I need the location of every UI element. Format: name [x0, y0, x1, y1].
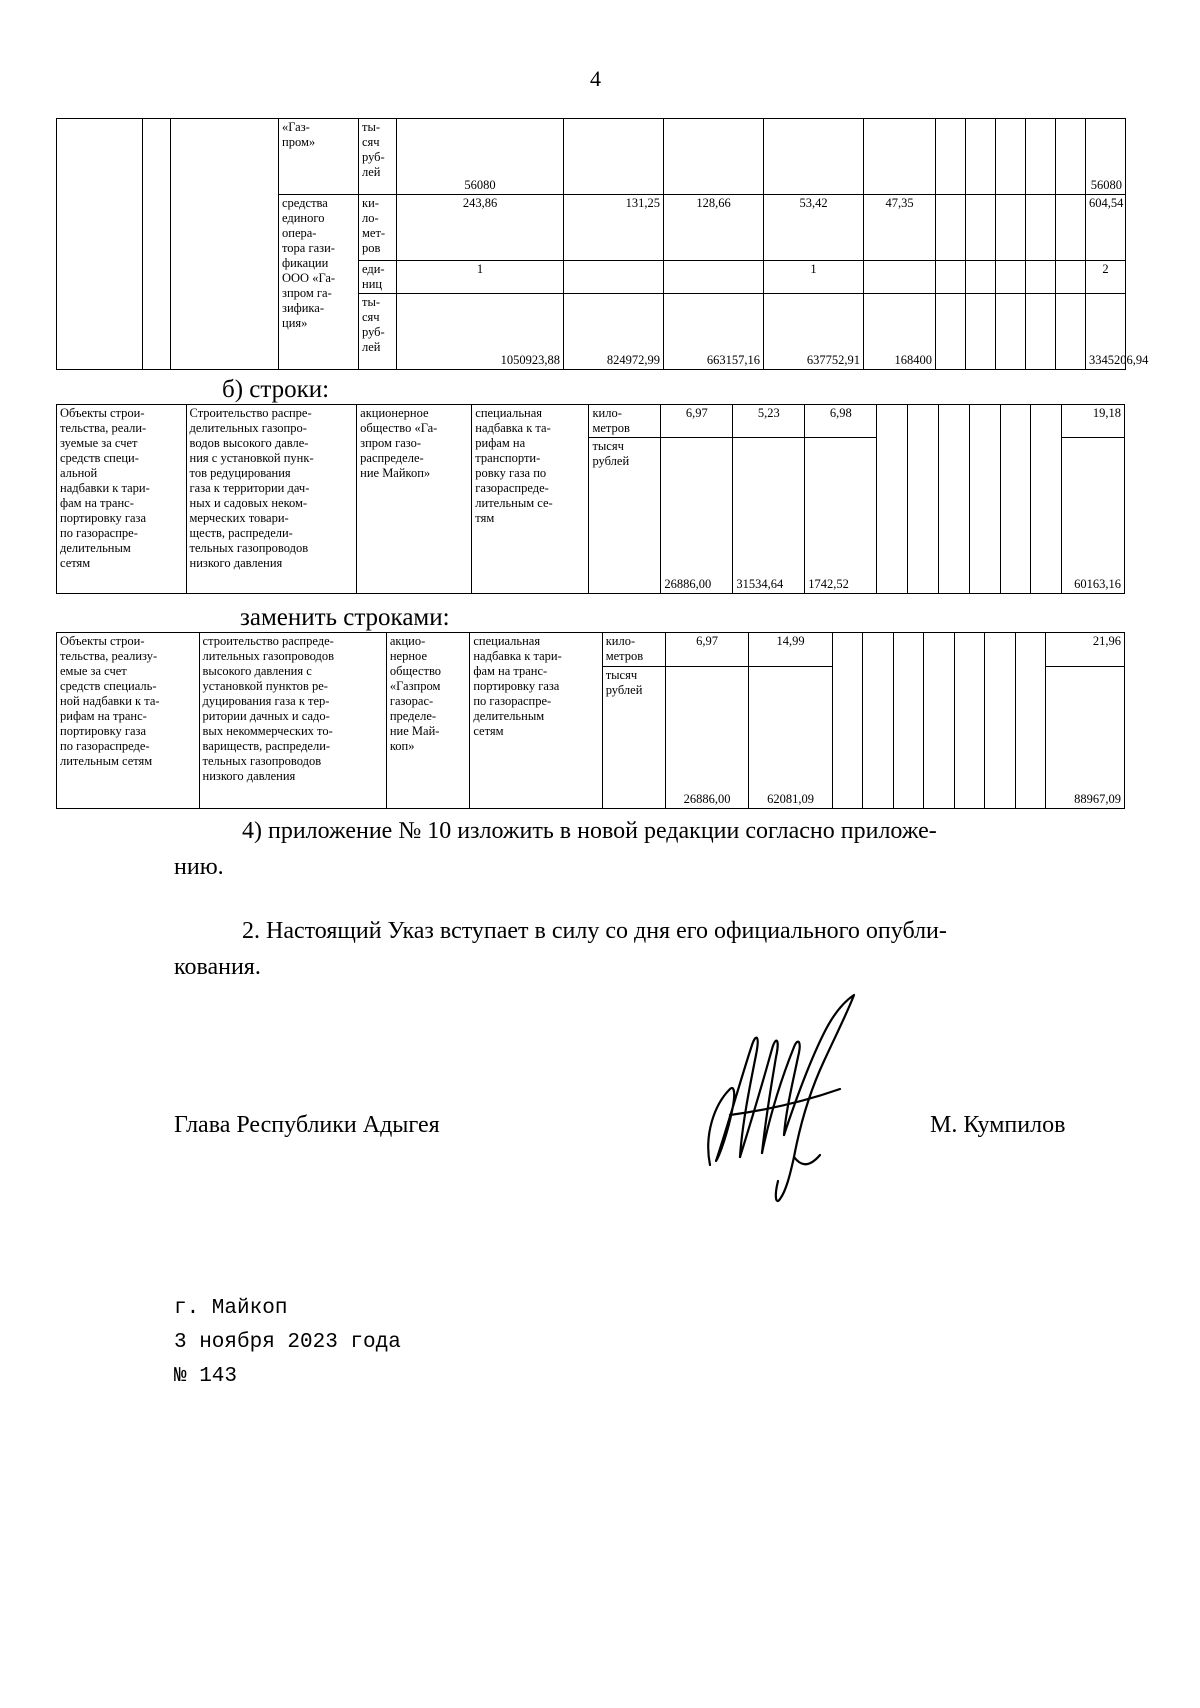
t2-km: 5,23 — [733, 405, 805, 438]
t2-km-total: 19,18 — [1062, 405, 1125, 438]
t1-source-operator: средства единого опера- тора гази- фикации ООО «Га- зпром га- зифика- ция» — [279, 195, 359, 370]
t3-rub: 62081,09 — [749, 667, 832, 809]
t2-rub: 1742,52 — [805, 438, 877, 594]
t2-company: акционерное общество «Га- зпром газо- распределе- ние Майкоп» — [357, 405, 472, 594]
heading-b: б) строки: — [222, 376, 330, 403]
t1-cell: 131,25 — [564, 195, 664, 261]
t1-cell: 47,35 — [864, 195, 936, 261]
t1-cell: 128,66 — [664, 195, 764, 261]
t2-construction: Строительство распре- делительных газопро- водов высокого давле- ния с установкой пунк- тов редуцирования газа к территории дач- ных и садовых неком- мерческих товари- ществ, распредели- тельных газопроводов низкого давления — [186, 405, 357, 594]
t2-km: 6,98 — [805, 405, 877, 438]
new-rows-table — [56, 632, 1125, 809]
t2-rub: 26886,00 — [661, 438, 733, 594]
t3-unit-km: кило- метров — [602, 633, 665, 667]
continuation-table — [56, 118, 1149, 370]
t2-object: Объекты строи- тельства, реали- зуемые за счет средств специ- альной надбавки к тари- фам на транс- портировку газа по газораспре- делительным сетям — [57, 405, 187, 594]
date: 3 ноября 2023 года — [174, 1331, 401, 1354]
t1-cell: 1 — [397, 261, 564, 294]
t3-unit-rub: тысяч рублей — [602, 667, 665, 809]
signatory-title: Глава Республики Адыгея — [174, 1112, 440, 1138]
t1-cell — [564, 119, 664, 195]
old-rows-table — [56, 404, 1125, 594]
paragraph-4-line1: 4) приложение № 10 изложить в новой редакции согласно приложе- — [242, 818, 937, 844]
t1-cell: 53,42 — [764, 195, 864, 261]
t1-unit: ты- сяч руб- лей — [359, 119, 397, 195]
t3-construction: строительство распреде- лительных газопроводов высокого давления с установкой пунктов ре- дуцирования газа к тер- ритории дачных и садо- вых некоммерческих то- вариществ, распредели- тельных газопроводов низкого давления — [199, 633, 386, 809]
t1-cell: 663157,16 — [664, 294, 764, 370]
t1-cell: 1 — [764, 261, 864, 294]
heading-replace: заменить строками: — [240, 604, 450, 631]
t1-cell: 637752,91 — [764, 294, 864, 370]
t1-unit: ты- сяч руб- лей — [359, 294, 397, 370]
t1-cell — [564, 261, 664, 294]
t1-cell: 56080 — [397, 119, 564, 195]
t1-unit: ки- ло- мет- ров — [359, 195, 397, 261]
t1-unit: еди- ниц — [359, 261, 397, 294]
t3-km: 14,99 — [749, 633, 832, 667]
t1-cell: 824972,99 — [564, 294, 664, 370]
handwritten-signature — [690, 985, 880, 1215]
paragraph-2-line2: кования. — [174, 954, 261, 980]
t1-cell — [664, 119, 764, 195]
city: г. Майкоп — [174, 1297, 288, 1320]
paragraph-4-line2: нию. — [174, 854, 224, 880]
t1-cell: 168400 — [864, 294, 936, 370]
t1-total: 3345206,94 — [1086, 294, 1126, 370]
document-number: № 143 — [174, 1365, 238, 1388]
t2-source: специальная надбавка к та- рифам на транспорти- ровку газа по газораспреде- лительным се- тям — [472, 405, 589, 594]
t2-rub: 31534,64 — [733, 438, 805, 594]
t1-cell — [864, 119, 936, 195]
t2-unit-km: кило- метров — [589, 405, 661, 438]
t3-km-total: 21,96 — [1046, 633, 1125, 667]
paragraph-2-line1: 2. Настоящий Указ вступает в силу со дня его официального опубли- — [242, 918, 947, 944]
t3-rub-total: 88967,09 — [1046, 667, 1125, 809]
t1-total: 2 — [1086, 261, 1126, 294]
t1-source-gazprom: «Газ- пром» — [279, 119, 359, 195]
t1-cell — [664, 261, 764, 294]
t3-source: специальная надбавка к тари- фам на транс- портировку газа по газораспре- делительным сетям — [470, 633, 602, 809]
t2-unit-rub: тысяч рублей — [589, 438, 661, 594]
t3-rub: 26886,00 — [665, 667, 748, 809]
signatory-name: М. Кумпилов — [930, 1112, 1066, 1138]
t1-cell — [764, 119, 864, 195]
t3-company: акцио- нерное общество «Газпром газорас- пределе- ние Май- коп» — [386, 633, 469, 809]
t1-cell — [864, 261, 936, 294]
page-number: 4 — [590, 66, 601, 91]
t2-rub-total: 60163,16 — [1062, 438, 1125, 594]
t3-km: 6,97 — [665, 633, 748, 667]
t2-km: 6,97 — [661, 405, 733, 438]
t1-total: 56080 — [1086, 119, 1126, 195]
t1-cell: 1050923,88 — [397, 294, 564, 370]
t1-cell: 243,86 — [397, 195, 564, 261]
t3-object: Объекты строи- тельства, реализу- емые за счет средств специаль- ной надбавки к та- рифам на транс- портировку газа по газораспреде- лительным сетям — [57, 633, 200, 809]
t1-total: 604,54 — [1086, 195, 1126, 261]
